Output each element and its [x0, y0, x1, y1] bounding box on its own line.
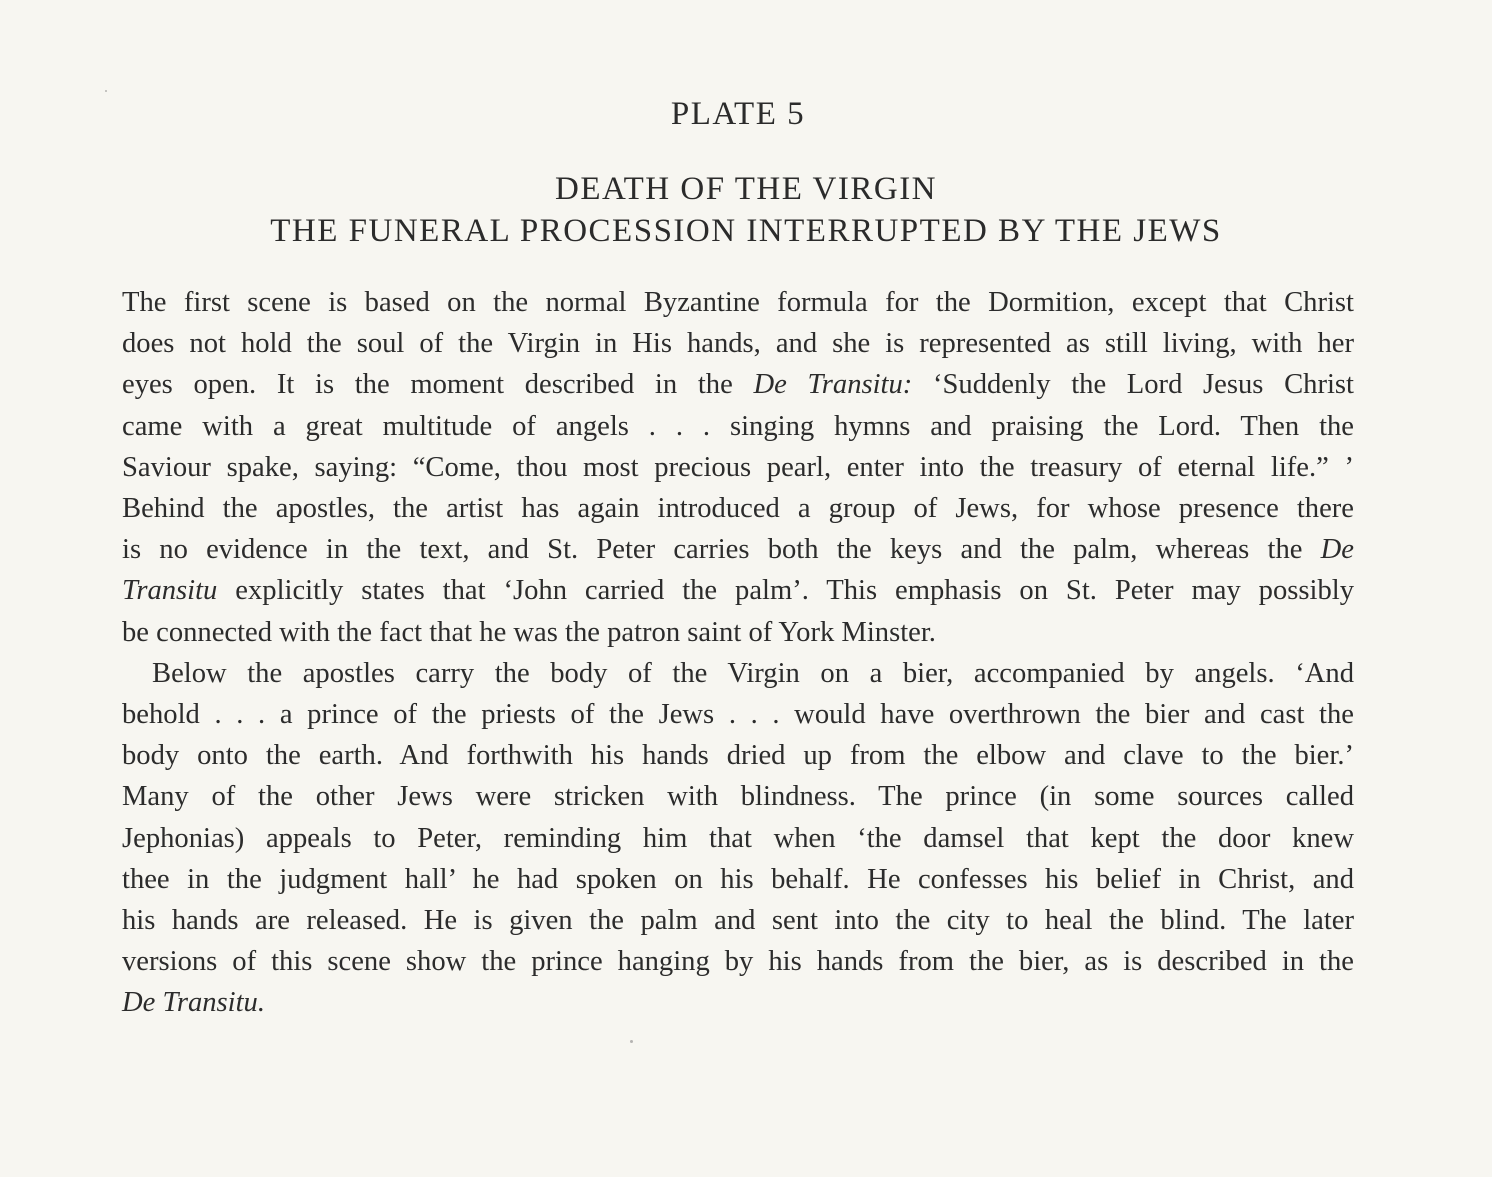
- text-line: The first scene is based on the normal Byzantine formula for the Dormition, except that Christ: [122, 287, 1354, 318]
- paragraph-1: [122, 282, 1354, 653]
- text-line: [122, 529, 1354, 570]
- text-line: Many of the other Jews were stricken with blindness. The prince (in some sources called: [122, 781, 1354, 813]
- text-line: Below the apostles carry the body of the Virgin on a bier, accompanied by angels. ‘And: [152, 657, 1354, 689]
- text-line: Behind the apostles, the artist has again introduced a group of Jews, for whose presence there: [122, 493, 1354, 525]
- italic-title: De Transitu:: [753, 369, 913, 401]
- text-span: explicitly states that ‘John carried the palm’. This emphasis on St. Peter may possibly: [217, 575, 1354, 607]
- text-line: [122, 364, 1354, 405]
- text-line: thee in the judgment hall’ he had spoken on his behalf. He confesses his belief in Christ, and: [122, 863, 1354, 895]
- title-line-1: DEATH OF THE VIRGIN: [554, 171, 938, 207]
- text-line: does not hold the soul of the Virgin in His hands, and she is represented as still living, with her: [122, 328, 1354, 360]
- text-line: [122, 982, 1354, 1023]
- body-text: [122, 282, 1354, 1024]
- text-span: is no evidence in the text, and St. Peter carries both the keys and the palm, whereas the: [122, 534, 1321, 566]
- text-line: came with a great multitude of angels . . . singing hymns and praising the Lord. Then the: [122, 410, 1354, 442]
- text-line: Jephonias) appeals to Peter, reminding him that when ‘the damsel that kept the door knew: [122, 822, 1354, 854]
- paper-speck: [630, 1040, 633, 1043]
- paper-speck: [105, 90, 107, 92]
- text-line: behold . . . a prince of the priests of the Jews . . . would have overthrown the bier and cast the: [122, 699, 1354, 731]
- text-line: body onto the earth. And forthwith his hands dried up from the elbow and clave to the bier.’: [122, 740, 1354, 772]
- text-line: be connected with the fact that he was the patron saint of York Minster.: [122, 616, 936, 648]
- italic-title: De Transitu.: [122, 987, 265, 1019]
- italic-title: De: [1320, 534, 1354, 566]
- italic-title: Transitu: [122, 575, 218, 607]
- text-line: versions of this scene show the prince hanging by his hands from the bier, as is described in the: [122, 946, 1354, 978]
- plate-number: PLATE 5: [670, 96, 806, 132]
- title-line-2: THE FUNERAL PROCESSION INTERRUPTED BY THE JEWS: [270, 213, 1222, 249]
- text-line: Saviour spake, saying: “Come, thou most precious pearl, enter into the treasury of eternal life.” ’: [122, 451, 1354, 483]
- text-line: [122, 570, 1354, 611]
- text-line: his hands are released. He is given the palm and sent into the city to heal the blind. The later: [122, 905, 1354, 937]
- page-title: [0, 168, 1492, 252]
- text-span: ‘Suddenly the Lord Jesus Christ: [912, 369, 1354, 401]
- text-span: eyes open. It is the moment described in the: [122, 369, 754, 401]
- paragraph-2: [122, 653, 1354, 1024]
